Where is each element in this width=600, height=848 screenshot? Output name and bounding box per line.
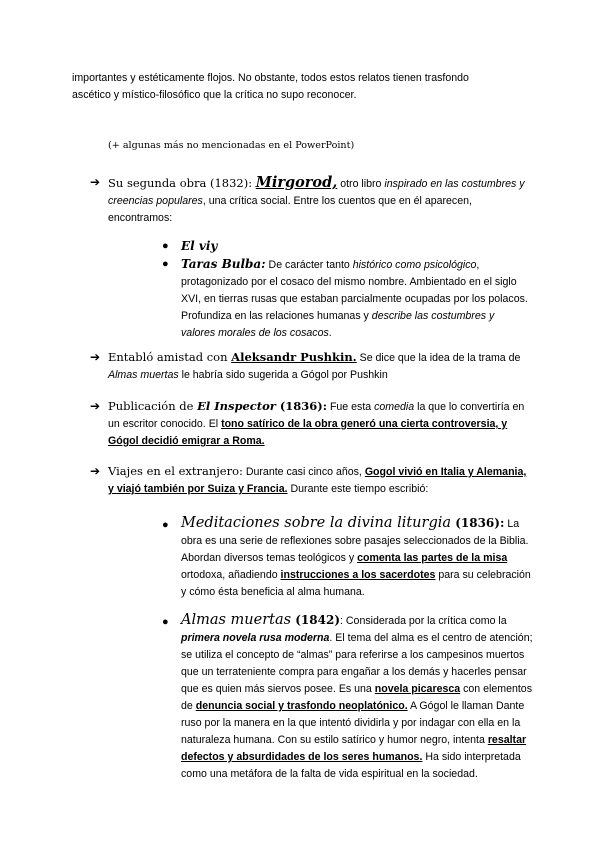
- text-run: primera novela rusa moderna: [181, 632, 330, 644]
- text-run: . El tema del alma es el centro de atención; se utiliza el concepto de “almas” para referirse a los campesinos muertos que un terrateniente compra para engañar a los demás y hacerles pensar que es quien más siervos posee. Es una: [181, 632, 533, 695]
- text-run: Durante este tiempo escribió:: [287, 483, 429, 495]
- text-run: otro libro: [337, 178, 385, 190]
- bullet-icon: ●: [162, 258, 169, 270]
- intro-paragraph: [72, 70, 542, 104]
- text-run: ortodoxa, añadiendo: [181, 569, 281, 581]
- text-run: denuncia social y trasfondo neoplatónico.: [195, 700, 408, 712]
- arrow-icon: ➔: [90, 175, 101, 189]
- text-run: comedia: [374, 401, 415, 413]
- text-run: instrucciones a los sacerdotes: [280, 569, 436, 581]
- section-el-inspector: [108, 398, 528, 450]
- work-year: (1836):: [275, 399, 327, 413]
- text-run: inspirado en las costumbres y creencias populares: [108, 178, 525, 207]
- text-run: resaltar defectos y absurdidades de los seres humanos.: [181, 734, 527, 763]
- section-label: Entabló amistad con: [108, 350, 232, 364]
- text-run: , una crítica social. Entre los cuentos que en él aparecen, encontramos:: [108, 195, 472, 224]
- text-run: con elementos de: [181, 683, 533, 712]
- section-label: Viajes en el extranjero:: [108, 464, 243, 478]
- item-title: El viy: [181, 239, 218, 253]
- intro-line-1: importantes y estéticamente flojos. No obstante, todos estos relatos tienen trasfondo: [72, 72, 469, 84]
- text-run: la que lo convertiría en un escritor conocido. El: [108, 401, 525, 430]
- section-mirgorod: [108, 174, 528, 227]
- list-item-meditaciones: [181, 515, 531, 601]
- text-run: A Gógol le llaman Dante ruso por la manera en la que intentó dividirla y por indagar con ella en la naturaleza humana. Con su estilo satírico y humor negro, intenta: [181, 700, 525, 746]
- intro-line-2: ascético y místico-filosófico que la crítica no supo reconocer.: [72, 89, 357, 101]
- text-run: De carácter tanto: [265, 259, 353, 271]
- arrow-icon: ➔: [90, 399, 101, 413]
- item-year: (1836):: [451, 516, 505, 530]
- text-run: : Considerada por la crítica como la: [340, 615, 507, 627]
- text-run: le habría sido sugerida a Gógol por Pushkin: [178, 369, 388, 381]
- text-run: .: [328, 327, 332, 339]
- text-run: describe las costumbres y valores morales de los cosacos: [181, 310, 495, 339]
- item-year: (1842): [291, 613, 341, 627]
- item-title: Meditaciones sobre la divina liturgia: [181, 515, 452, 531]
- text-run: para su celebración y cómo ésta beneficia al alma humana.: [181, 569, 531, 598]
- text-run: Durante casi cinco años,: [242, 466, 365, 478]
- work-title: Mirgorod,: [255, 174, 338, 191]
- list-item-almas-muertas: [181, 612, 533, 783]
- text-run: novela picaresca: [374, 683, 461, 695]
- arrow-icon: ➔: [90, 464, 101, 478]
- text-run: comenta las partes de la misa: [357, 552, 508, 564]
- section-label: Su segunda obra (1832):: [108, 176, 256, 190]
- text-run: Almas muertas: [108, 369, 179, 381]
- work-title: El Inspector: [197, 399, 276, 413]
- bullet-icon: ●: [162, 240, 169, 252]
- text-run: Ha sido interpretada como una metáfora de la falta de vida espiritual en la sociedad.: [181, 751, 521, 780]
- bullet-icon: ●: [162, 616, 169, 628]
- text-run: histórico como psicológico: [352, 259, 477, 271]
- arrow-icon: ➔: [90, 350, 101, 364]
- person-name: Aleksandr Pushkin.: [231, 350, 357, 364]
- item-title: Almas muertas: [181, 612, 292, 628]
- text-run: Se dice que la idea de la trama de: [356, 352, 521, 364]
- text-run: , protagonizado por el cosaco del mismo nombre. Ambientado en el siglo XVI, en tierras rusas que estaban parcialmente ocupadas por los polacos. Profundiza en las relaciones humanas y: [181, 259, 528, 322]
- item-title: Taras Bulba:: [181, 257, 266, 271]
- text-run: La obra es una serie de reflexiones sobre pasajes seleccionados de la Biblia. Abordan diversos temas teológicos y: [181, 518, 529, 564]
- section-viajes: [108, 463, 528, 498]
- section-label: Publicación de: [108, 399, 198, 413]
- section-pushkin: [108, 349, 528, 384]
- text-run: tono satírico de la obra generó una cierta controversia, y Gógol decidió emigrar a Roma.: [108, 418, 508, 447]
- text-run: Fue esta: [327, 401, 375, 413]
- text-run: Gogol vivió en Italia y Alemania, y viajó también por Suiza y Francia.: [108, 466, 527, 495]
- list-item-taras-bulba: [181, 256, 531, 342]
- list-item-el-viy: [181, 238, 531, 256]
- note-line: (+ algunas más no mencionadas en el PowerPoint): [108, 140, 355, 151]
- bullet-icon: ●: [162, 519, 169, 531]
